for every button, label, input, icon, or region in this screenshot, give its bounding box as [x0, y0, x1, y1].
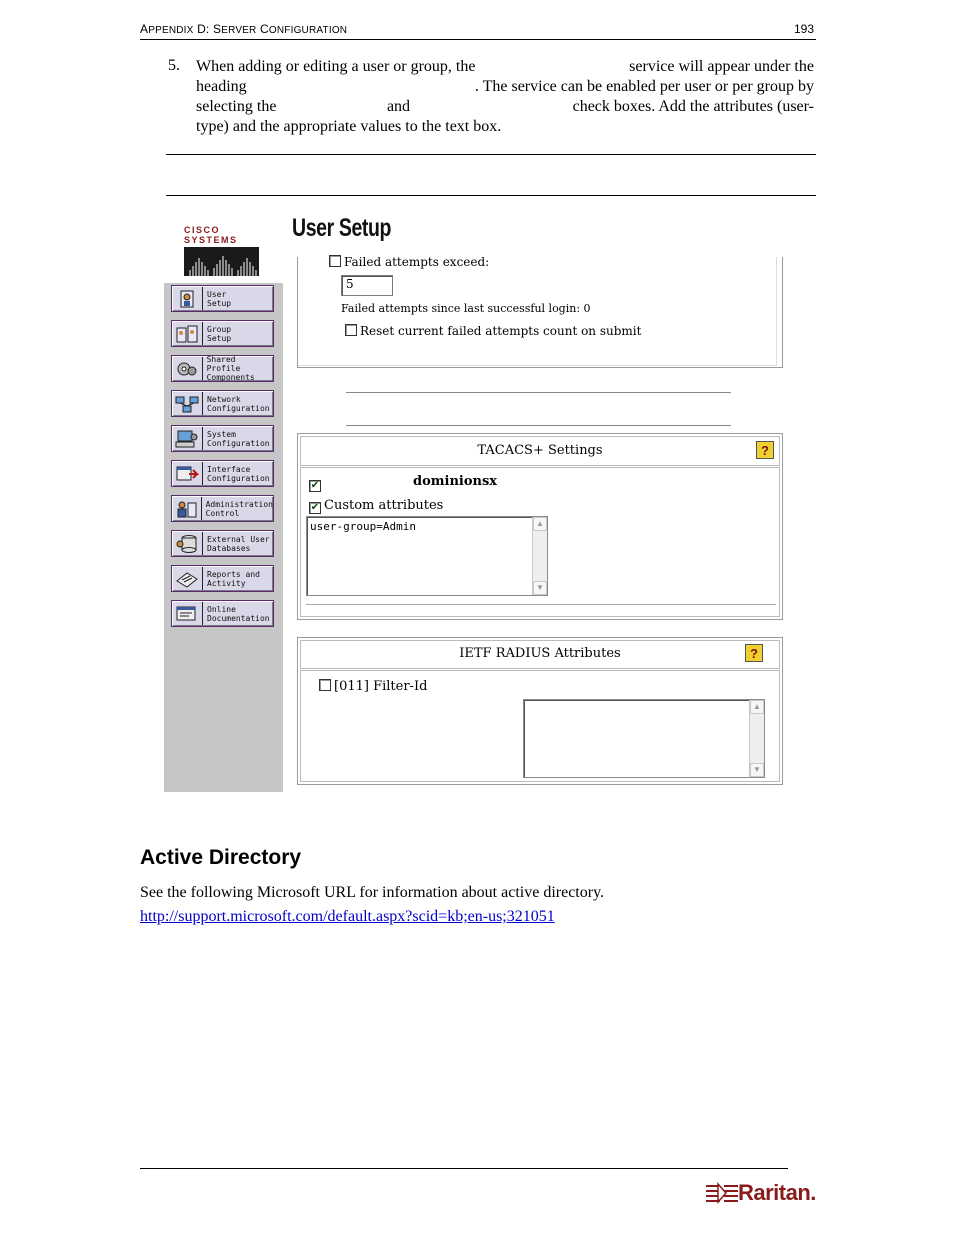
interface-config-icon [172, 462, 203, 485]
footer-rule [140, 1168, 788, 1169]
nav-user-setup-label: User Setup [207, 289, 232, 308]
tacacs-title: TACACS+ Settings [477, 443, 603, 458]
failed-attempts-input[interactable]: 5 [341, 275, 393, 296]
admin-control-icon [172, 497, 202, 520]
ietf-title: IETF RADIUS Attributes [459, 646, 621, 661]
account-disable-panel [297, 257, 783, 368]
separator-line-2 [346, 425, 731, 426]
microsoft-kb-link[interactable]: http://support.microsoft.com/default.aspx?scid=kb;en-us;321051 [140, 908, 555, 925]
network-config-icon [172, 392, 203, 415]
filter-id-label: [011] Filter-Id [334, 679, 428, 694]
reset-label: Reset current failed attempts count on submit [360, 324, 642, 338]
nav-external-db-label: External User Databases [207, 534, 270, 553]
filter-scroll-down-icon[interactable]: ▼ [750, 763, 764, 777]
user-setup-icon [172, 287, 203, 310]
separator-line-1 [346, 392, 731, 393]
custom-attributes-row [309, 498, 443, 514]
filter-id-checkbox[interactable] [319, 679, 331, 691]
nav-system-config-button[interactable] [171, 425, 274, 452]
failed-attempts-checkbox[interactable] [329, 255, 341, 267]
nav-group-setup-button[interactable] [171, 320, 274, 347]
nav-network-config-label: Network Configuration [207, 394, 270, 413]
ietf-radius-panel [297, 637, 783, 785]
tacacs-help-icon[interactable]: ? [756, 441, 774, 459]
tacacs-body [300, 467, 780, 617]
custom-attributes-textarea[interactable] [306, 516, 548, 596]
filter-scroll-up-icon[interactable]: ▲ [750, 700, 764, 714]
step-line4: type) and the appropriate values to the text box. [196, 118, 502, 135]
filter-textarea-scrollbar[interactable] [749, 700, 764, 777]
scroll-up-icon[interactable]: ▲ [533, 517, 547, 531]
nav-online-doc-button[interactable] [171, 600, 274, 627]
nav-group-setup-label: Group Setup [207, 324, 232, 343]
sidebar-nav [164, 283, 283, 792]
online-doc-icon [172, 602, 203, 625]
textarea-scrollbar[interactable] [532, 517, 547, 595]
reset-row [345, 324, 641, 338]
note-rule-top [166, 154, 816, 155]
custom-attributes-label: Custom attributes [324, 498, 444, 513]
cisco-logo-text: CISCO SYSTEMS [184, 225, 238, 245]
service-name: dominionsx [413, 474, 498, 489]
failed-attempts-label: Failed attempts exceed: [344, 255, 490, 269]
raritan-brand-text: Raritan. [738, 1180, 816, 1205]
tacacs-settings-panel [297, 433, 783, 620]
running-header: APPENDIX D: SERVER CONFIGURATION [140, 22, 348, 36]
header-rule [140, 39, 816, 40]
nav-system-config-label: System Configuration [207, 429, 270, 448]
shared-profile-icon [172, 357, 203, 380]
reports-icon [172, 567, 203, 590]
reset-checkbox[interactable] [345, 324, 357, 336]
nav-external-db-button[interactable] [171, 530, 274, 557]
nav-interface-config-label: Interface Configuration [207, 464, 270, 483]
nav-reports-label: Reports and Activity [207, 569, 260, 588]
step-line1-b: service will appear under the [629, 58, 814, 75]
step-paragraph [196, 57, 814, 137]
failed-since-login-text: Failed attempts since last successful login: 0 [341, 302, 591, 315]
nav-interface-config-button[interactable] [171, 460, 274, 487]
section-text: See the following Microsoft URL for information about active directory. [140, 884, 605, 901]
step-line2-a: heading [196, 78, 247, 95]
note-rule-bottom [166, 195, 816, 196]
step-number: 5. [168, 57, 180, 74]
nav-online-doc-label: Online Documentation [207, 604, 270, 623]
service-checkbox[interactable] [309, 480, 321, 492]
page-number: 193 [793, 22, 814, 36]
filter-id-row [319, 679, 427, 694]
nav-network-config-button[interactable] [171, 390, 274, 417]
step-line3-c: check boxes. Add the attributes (user- [572, 98, 814, 115]
ietf-body [300, 670, 780, 782]
nav-admin-control-label: Administration Control [205, 499, 273, 518]
user-setup-title: User Setup [292, 214, 392, 242]
ietf-help-icon[interactable]: ? [745, 644, 763, 662]
custom-attributes-checkbox[interactable] [309, 502, 321, 514]
nav-reports-button[interactable] [171, 565, 274, 592]
service-row [309, 476, 324, 492]
system-config-icon [172, 427, 203, 450]
nav-user-setup-button[interactable] [171, 285, 274, 312]
step-line3-b: and [386, 98, 411, 115]
step-line1-a: When adding or editing a user or group, the [196, 58, 476, 75]
scroll-down-icon[interactable]: ▼ [533, 581, 547, 595]
failed-attempts-row [329, 255, 489, 269]
section-heading: Active Directory [140, 846, 302, 869]
group-setup-icon [172, 322, 203, 345]
cisco-bridge-icon [184, 247, 262, 277]
nav-shared-profile-button[interactable] [171, 355, 274, 382]
filter-id-textarea[interactable] [523, 699, 765, 778]
step-line2-b: . The service can be enabled per user or per group by [474, 78, 814, 95]
step-line3-a: selecting the [196, 98, 277, 115]
tacacs-header [300, 436, 780, 466]
tacacs-bottom-rule [306, 604, 776, 605]
nav-admin-control-button[interactable] [171, 495, 274, 522]
nav-shared-profile-label: Shared Profile Components [206, 355, 255, 382]
raritan-mark-icon [706, 1182, 738, 1204]
custom-attributes-value: user-group=Admin [310, 520, 416, 533]
ietf-header [300, 640, 780, 669]
raritan-logo [706, 1180, 816, 1206]
external-db-icon [172, 532, 203, 555]
cisco-logo [184, 225, 262, 267]
